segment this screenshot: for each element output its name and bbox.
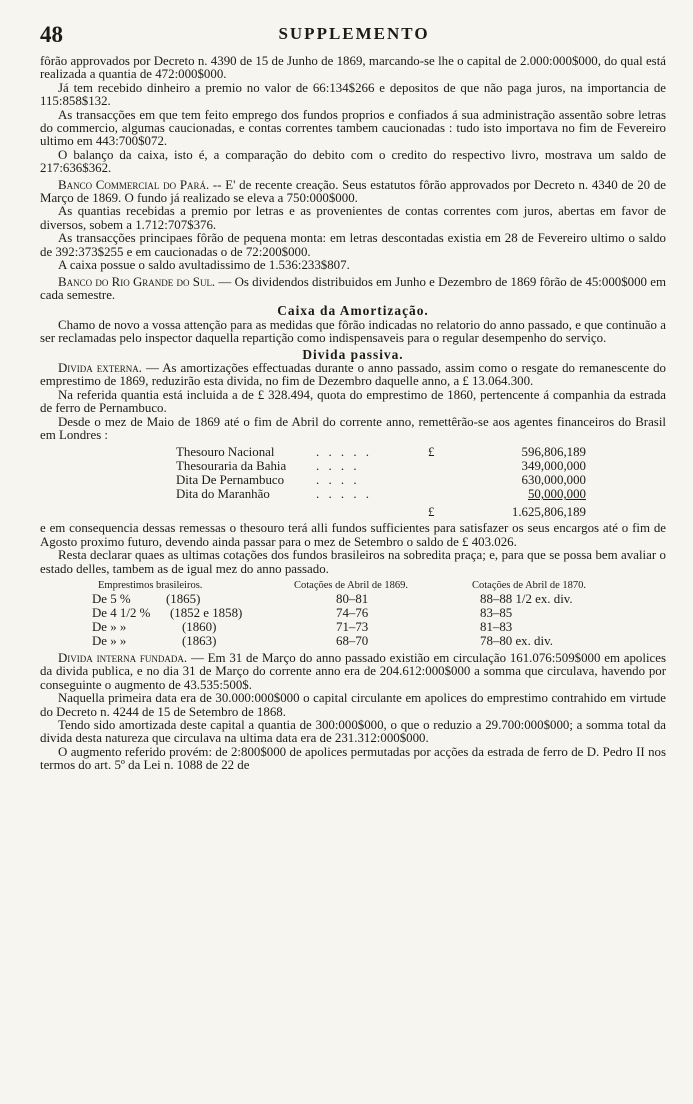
divida-interna-paragraph: [40, 652, 666, 692]
remittance-total: 1.625,806,189: [511, 505, 586, 520]
remittance-value: 596,806,189: [521, 445, 586, 460]
divida-externa-p2: Na referida quantia está incluida a de £ 328.494, quota do emprestimo de 1860, pertencente á companhia da estrada de ferro de Pernambuco.: [40, 387, 666, 416]
quotes-1870: 83–85: [480, 606, 513, 620]
quotes-row: [40, 634, 666, 648]
remittance-total-row: [40, 505, 666, 519]
banco-para-title: Banco Commercial do Pará.: [58, 177, 210, 192]
banco-para-paragraph: [40, 179, 666, 206]
caixa-amortizacao-heading: Caixa da Amortização.: [277, 303, 429, 319]
divida-externa-paragraph: [40, 362, 666, 389]
banco-rio-grande-paragraph: [40, 276, 666, 303]
divida-passiva-heading: Divida passiva.: [302, 346, 404, 362]
quotes-loan-year: (1852 e 1858): [170, 606, 243, 620]
divida-interna-text: — Em 31 de Março do anno passado existião em circulação 161.076:509$000 em apolices da divida publica, e no dia 31 de Março do corrente anno era de 204.612:000$000 a somma que circulava, havendo por conseguinte o augmento de 43.535:500$.: [40, 651, 667, 692]
caixa-amortizacao-text: Chamo de novo a vossa attenção para as medidas que fôrão indicadas no relatorio do anno passado, e que continuão a ser reclamadas pelo inspector daquella repartição como indispensaveis para o regular desempenho do serviço.: [40, 317, 666, 346]
banco-rio-grande-text: — Os dividendos distribuidos em Junho e Dezembro de 1869 fôrão de 45:000$000 em cada semestre.: [40, 274, 666, 302]
remittance-dots: . . . . .: [316, 445, 373, 460]
quotes-loan-year: (1860): [182, 620, 217, 634]
divida-interna-p2: Naquella primeira data era de 30.000:000$000 o capital circulante em apolices do emprestimo contrahido em virtude do Decreto n. 4244 de 15 de Setembro de 1868.: [40, 691, 666, 719]
remittance-row: [40, 445, 666, 459]
quotes-header-1869: Cotações de Abril de 1869.: [294, 580, 409, 591]
running-head: SUPPLEMENTO: [278, 24, 430, 43]
banco-para-p3: As transacções principaes fôrão de pequena monta: em letras descontadas existia em 28 de Fevereiro ultimo o saldo de 392:373$255 e em caucionadas o de 72:200$000.: [40, 231, 666, 259]
quotes-loan-year: (1863): [182, 634, 217, 648]
remittance-row: [40, 459, 666, 473]
divida-interna-label: Divida interna fundada.: [58, 651, 188, 665]
divida-externa-p3: Desde o mez de Maio de 1869 até o fim de Abril do corrente anno, remettêrão-se aos agentes financeiros do Brasil em Londres :: [40, 414, 666, 442]
after-remit-p1: e em consequencia dessas remessas o thesouro terá alli fundos sufficientes para satisfazer os seus encargos até o fim de Agosto proximo futuro, devendo ainda passar para o mez de Setembro o saldo de £ 403.026.: [40, 521, 666, 549]
quotes-1869: 74–76: [336, 606, 369, 620]
quotes-header-1870: Cotações de Abril de 1870.: [472, 580, 587, 591]
remittance-row: [40, 487, 666, 501]
banco-rio-grande-title: Banco do Rio Grande do Sul.: [58, 274, 216, 289]
remittance-currency: £: [428, 445, 435, 460]
remittance-total-currency: £: [428, 505, 435, 520]
remittance-dots: . . . .: [316, 473, 360, 488]
divida-interna-p3: Tendo sido amortizada deste capital a quantia de 300:000$000, o que o reduzio a 29.700:000$000; a somma total da divida desta natureza que circulava na ultima data era de 231.312:000$000.: [40, 718, 666, 746]
quotes-loan-year: (1865): [166, 592, 201, 606]
remittance-label: Thesouraria da Bahia: [176, 459, 287, 474]
banco-para-text: -- E' de recente creação. Seus estatutos fôrão approvados por Decreto n. 4340 de 20 de Março de 1869. O fundo já realizado se eleva a 750:000$000.: [40, 177, 666, 206]
divida-interna-p4: O augmento referido provém: de 2:800$000 de apolices permutadas por acções da estrada de ferro de D. Pedro II nos termos do art. 5º da Lei n. 1088 de 22 de: [40, 744, 666, 773]
quotes-loan: De 5 %: [92, 592, 131, 606]
banco-para-p4: A caixa possue o saldo avultadissimo de 1.536:233$807.: [58, 258, 350, 273]
remittance-value: 50,000,000: [527, 487, 586, 502]
quotes-1869: 68–70: [336, 634, 369, 648]
paragraph-capital: fôrão approvados por Decreto n. 4390 de 15 de Junho de 1869, marcando-se lhe o capital de 2.000:000$000, do qual está realizada a quantia de 472:000$000.: [40, 54, 666, 82]
remittance-row: [40, 473, 666, 487]
quotes-1870: 88–88 1/2 ex. div.: [480, 592, 573, 606]
body-text: [40, 55, 666, 773]
remittance-value: 349,000,000: [521, 459, 586, 474]
remittance-value: 630,000,000: [521, 473, 586, 488]
divida-externa-text: — As amortizações effectuadas durante o anno passado, assim como o resgate do remanescente do emprestimo de 1869, reduzirão esta divida, no fim de Dezembro daquelle anno, a £ 13.064.300.: [40, 360, 666, 389]
after-remit-p2: Resta declarar quaes as ultimas cotações dos fundos brasileiros na sobredita praça; e, para que se possa bem avaliar o estado delles, tambem as de igual mez do anno passado.: [40, 548, 666, 576]
page-number: 48: [40, 22, 63, 47]
remittance-label: Dita do Maranhão: [176, 487, 270, 502]
banco-para-p2: As quantias recebidas a premio por letras e as provenientes de contas correntes com juros, abertas em favor de diversos, sobem a 1.712:707$376.: [40, 204, 666, 232]
quotes-1869: 80–81: [336, 592, 369, 606]
quotes-row: [40, 592, 666, 606]
page-header: [40, 22, 668, 48]
quotes-header-row: [40, 579, 666, 592]
remittance-label: Thesouro Nacional: [176, 445, 275, 460]
quotes-header-loans: Emprestimos brasileiros.: [98, 580, 203, 591]
paragraph-transaccoes: As transacções em que tem feito emprego dos fundos proprios e confiados á sua administração assentão sobre letras do commercio, algumas caucionadas, e contas correntes tambem caucionadas : tudo isto importava no fim de Fevereiro ultimo em 443:700$072.: [40, 107, 666, 149]
paragraph-balanco: O balanço da caixa, isto é, a comparação do debito com o credito do respectivo livro, mostrava um saldo de 217:636$362.: [40, 147, 666, 176]
quotes-row: [40, 620, 666, 634]
remittance-label: Dita De Pernambuco: [176, 473, 285, 488]
quotes-row: [40, 606, 666, 620]
quotes-loan: De 4 1/2 %: [92, 606, 151, 620]
divida-externa-label: Divida externa.: [58, 360, 143, 375]
quotes-table: [40, 579, 666, 648]
quotes-1870: 78–80 ex. div.: [480, 634, 553, 648]
remittances-table: [40, 445, 666, 519]
quotes-1870: 81–83: [480, 620, 513, 634]
quotes-loan: De » »: [92, 634, 127, 648]
quotes-1869: 71–73: [336, 620, 369, 634]
quotes-loan: De » »: [92, 620, 127, 634]
paragraph-premio: Já tem recebido dinheiro a premio no valor de 66:134$266 e depositos de que não paga juros, na importancia de 115:858$132.: [40, 80, 666, 109]
remittance-dots: . . . . .: [316, 487, 373, 502]
remittance-dots: . . . .: [316, 459, 360, 474]
